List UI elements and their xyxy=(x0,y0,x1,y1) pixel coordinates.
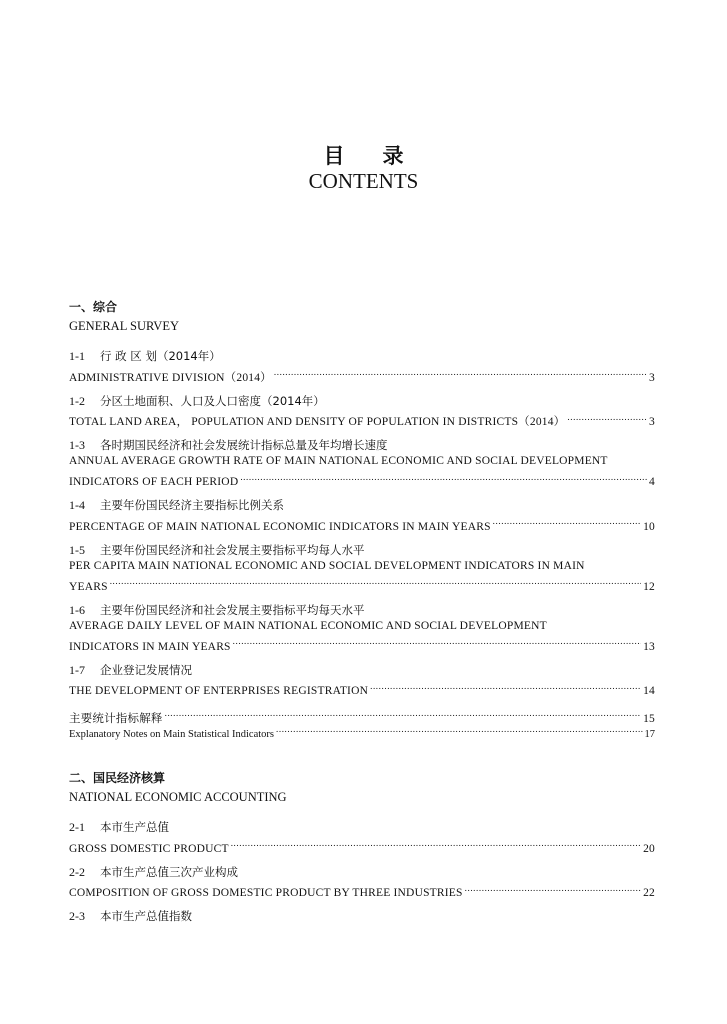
entry-title-cn-text: 主要年份国民经济主要指标比例关系 xyxy=(100,498,284,512)
dot-leader xyxy=(274,365,647,381)
entry-title-cn-text: 分区土地面积、人口及人口密度（2014年） xyxy=(100,393,325,408)
entry-title-cn xyxy=(69,662,655,679)
entry-number: 2-2 xyxy=(69,864,85,879)
dot-leader xyxy=(110,574,641,590)
entry-title-cn-text: 本市生产总值三次产业构成 xyxy=(100,864,238,879)
entry-line-en xyxy=(69,470,655,486)
toc-entry-notes[interactable] xyxy=(69,706,655,740)
entry-title-en: GROSS DOMESTIC PRODUCT xyxy=(69,842,229,855)
toc-entry-1-4[interactable] xyxy=(69,497,655,533)
dot-leader xyxy=(276,722,643,738)
page-number: 3 xyxy=(649,416,655,428)
entry-line-en xyxy=(69,881,655,897)
entry-title-en: AVERAGE DAILY LEVEL OF MAIN NATIONAL ECONOMIC AND SOCIAL DEVELOPMENT xyxy=(69,619,547,632)
entry-number: 1-5 xyxy=(69,542,85,557)
dot-leader xyxy=(231,836,641,852)
entry-title-cn xyxy=(69,542,655,559)
entry-title-cn-text: 行 政 区 划（2014年） xyxy=(100,349,221,363)
dot-leader xyxy=(165,706,641,722)
entry-title-cn-text: 各时期国民经济和社会发展统计指标总量及年均增长速度 xyxy=(100,438,388,452)
section-title-cn: 二、国民经济核算 xyxy=(69,771,166,785)
page-number: 10 xyxy=(643,520,655,533)
dot-leader xyxy=(240,470,647,486)
page-number: 22 xyxy=(643,887,655,899)
page-number: 3 xyxy=(649,371,655,384)
section-title-en: NATIONAL ECONOMIC ACCOUNTING xyxy=(69,790,287,804)
page-number: 20 xyxy=(643,842,655,855)
page-number: 4 xyxy=(649,476,655,488)
page-number: 17 xyxy=(644,729,655,740)
entry-title-en: PER CAPITA MAIN NATIONAL ECONOMIC AND SOCIAL DEVELOPMENT INDICATORS IN MAIN xyxy=(69,559,585,572)
entry-title-en: TOTAL LAND AREA， POPULATION AND DENSITY OF POPULATION IN DISTRICTS（2014） xyxy=(69,416,566,428)
page-title-en: CONTENTS xyxy=(308,169,419,193)
entry-title-cn-text: 本市生产总值 xyxy=(100,820,169,834)
entry-title-en: COMPOSITION OF GROSS DOMESTIC PRODUCT BY THREE INDUSTRIES xyxy=(69,887,463,899)
entry-title-en-cont: YEARS xyxy=(69,580,108,593)
toc-entry-1-1[interactable] xyxy=(69,348,655,384)
entry-title-cn-text: 企业登记发展情况 xyxy=(100,662,192,677)
entry-title-cn xyxy=(69,393,655,410)
entry-line-en xyxy=(69,836,655,855)
dot-leader xyxy=(370,679,641,695)
entry-title-cn-text: 本市生产总值指数 xyxy=(100,909,192,923)
toc-entry-1-2[interactable] xyxy=(69,393,655,426)
entry-number: 1-2 xyxy=(69,393,85,408)
page-number: 12 xyxy=(643,580,655,593)
dot-leader xyxy=(465,881,641,897)
toc-entry-1-7[interactable] xyxy=(69,662,655,695)
dot-leader xyxy=(567,410,647,426)
entry-number: 1-6 xyxy=(69,602,85,617)
entry-title-en: ADMINISTRATIVE DIVISION（2014） xyxy=(69,371,272,384)
entry-title-cn xyxy=(69,497,655,514)
section-title-en: GENERAL SURVEY xyxy=(69,319,179,333)
toc-entry-2-1[interactable] xyxy=(69,819,655,855)
toc-entry-1-5[interactable] xyxy=(69,542,655,593)
notes-line-cn xyxy=(69,706,655,725)
toc-content xyxy=(69,298,655,925)
entry-number: 1-7 xyxy=(69,662,85,677)
toc-entry-2-2[interactable] xyxy=(69,864,655,897)
entry-title-cn xyxy=(69,437,655,454)
entry-number: 1-1 xyxy=(69,349,85,363)
page-number: 14 xyxy=(643,685,655,697)
entry-title-cn xyxy=(69,908,655,925)
entry-title-en: ANNUAL AVERAGE GROWTH RATE OF MAIN NATIONAL ECONOMIC AND SOCIAL DEVELOPMENT xyxy=(69,455,608,467)
entry-title-en-cont: INDICATORS OF EACH PERIOD xyxy=(69,476,239,488)
entry-line-en xyxy=(69,634,655,653)
entry-line-en xyxy=(69,410,655,426)
entry-title-cn-text: 主要年份国民经济和社会发展主要指标平均每人水平 xyxy=(100,542,365,557)
entry-line-en xyxy=(69,514,655,533)
entry-number: 1-3 xyxy=(69,438,85,452)
page-number: 15 xyxy=(643,712,655,725)
entry-number: 2-1 xyxy=(69,820,85,834)
page-title-cn: 目录 xyxy=(323,144,442,168)
entry-line-en xyxy=(69,679,655,695)
entry-title-cn xyxy=(69,348,655,365)
dot-leader xyxy=(493,514,641,530)
entry-title-cn xyxy=(69,864,655,881)
notes-title-cn: 主要统计指标解释 xyxy=(69,710,163,725)
entry-title-cn xyxy=(69,602,655,619)
toc-entry-2-3[interactable] xyxy=(69,908,655,925)
entry-number: 1-4 xyxy=(69,498,85,512)
entry-title-en: THE DEVELOPMENT OF ENTERPRISES REGISTRATION xyxy=(69,685,369,697)
entry-title-en-cont: INDICATORS IN MAIN YEARS xyxy=(69,640,231,653)
entry-title-cn-text: 主要年份国民经济和社会发展主要指标平均每天水平 xyxy=(100,602,365,617)
toc-section-general-survey xyxy=(69,298,655,740)
entry-line-en xyxy=(69,574,655,593)
toc-entry-1-3[interactable] xyxy=(69,437,655,488)
entry-title-en: PERCENTAGE OF MAIN NATIONAL ECONOMIC INDICATORS IN MAIN YEARS xyxy=(69,520,491,533)
toc-section-national-economic-accounting xyxy=(69,769,655,925)
section-title-cn: 一、综合 xyxy=(69,300,118,314)
toc-entry-1-6[interactable] xyxy=(69,602,655,653)
entry-number: 2-3 xyxy=(69,909,85,923)
notes-title-en: Explanatory Notes on Main Statistical Indicators xyxy=(69,729,274,740)
page-number: 13 xyxy=(643,640,655,653)
entry-title-cn xyxy=(69,819,655,836)
dot-leader xyxy=(233,634,641,650)
entry-line-en xyxy=(69,365,655,384)
